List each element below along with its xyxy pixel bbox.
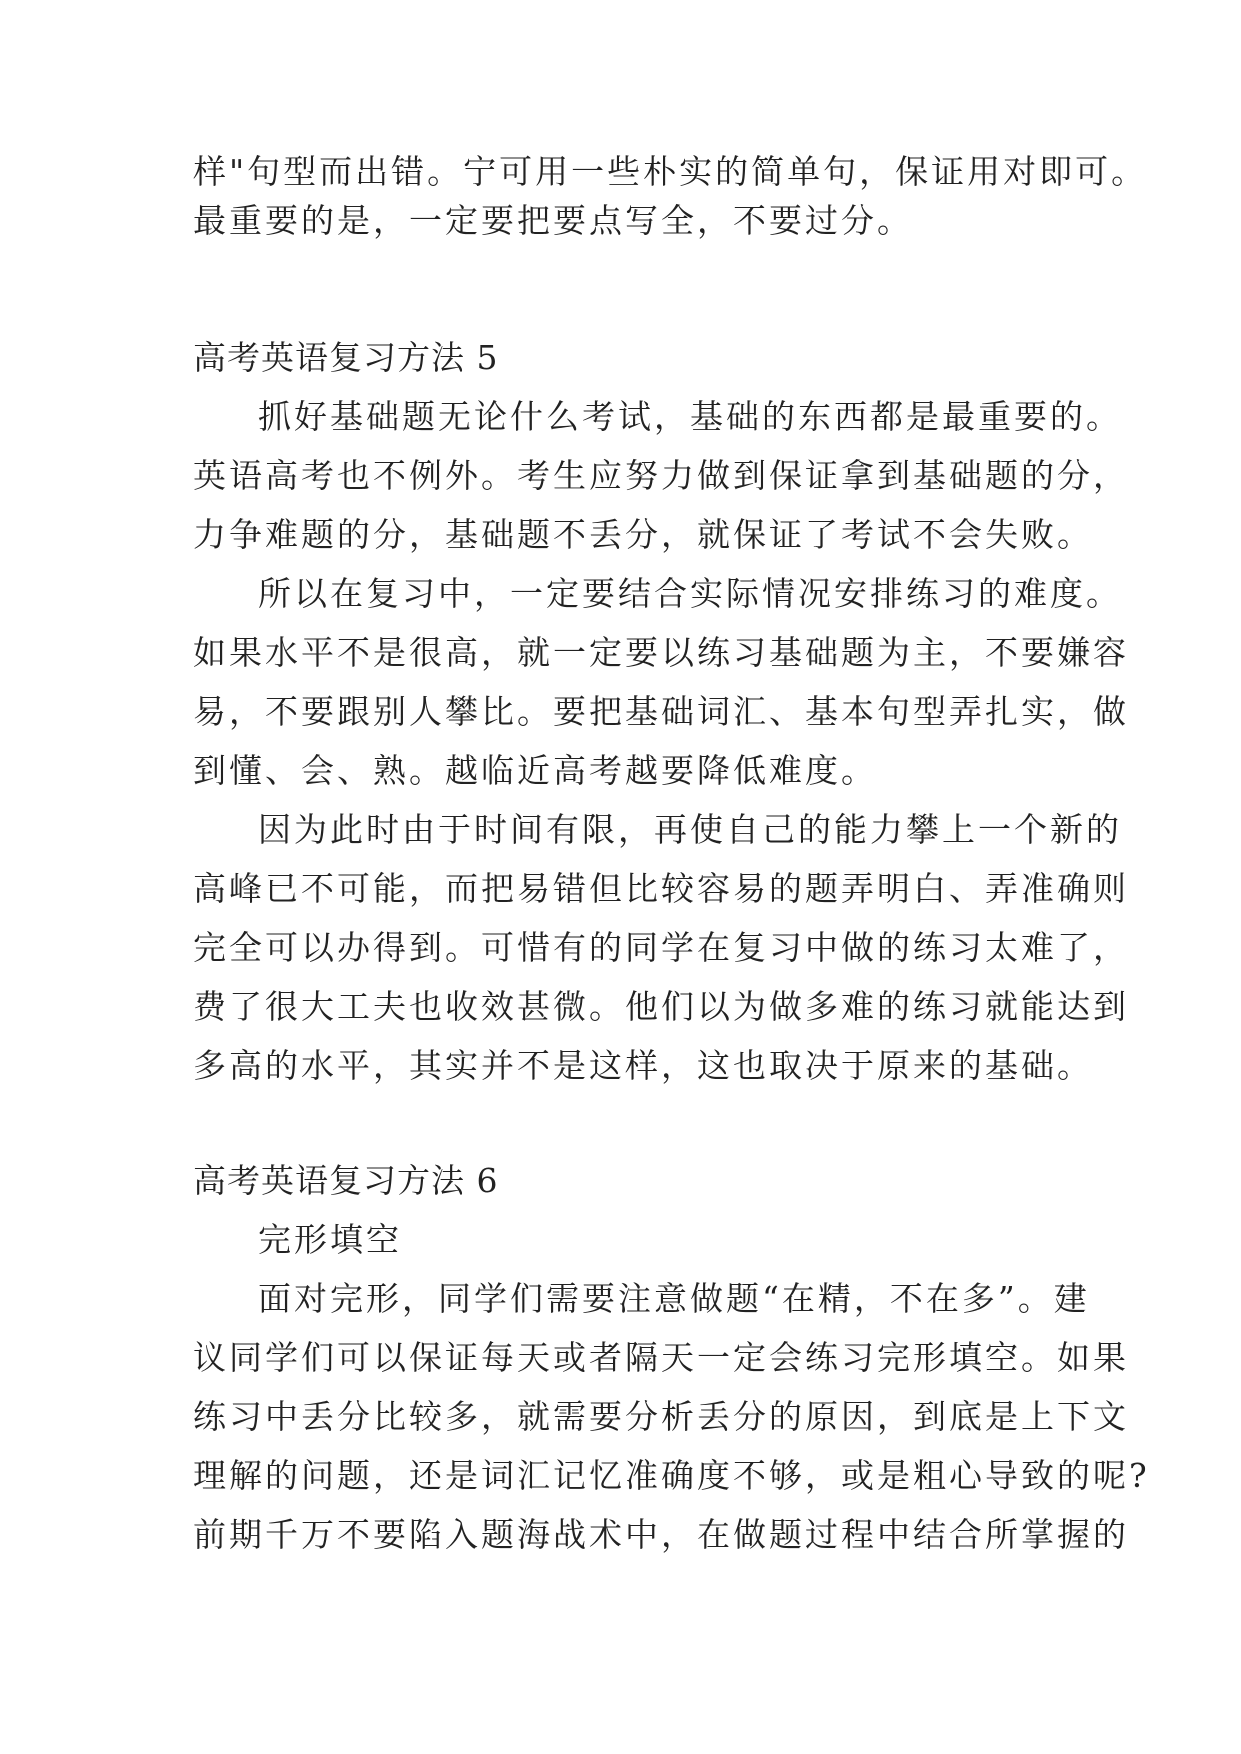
paragraph-line: 最重要的是，一定要把要点写全，不要过分。 [193,201,913,240]
paragraph-line: 多高的水平，其实并不是这样，这也取决于原来的基础。 [193,1046,1093,1085]
paragraph-line: 面对完形，同学们需要注意做题“在精，不在多”。建 [258,1279,1090,1318]
paragraph-line: 抓好基础题无论什么考试，基础的东西都是最重要的。 [258,397,1122,436]
section-heading: 高考英语复习方法 5 [193,338,499,377]
paragraph-line: 所以在复习中，一定要结合实际情况安排练习的难度。 [258,574,1122,613]
paragraph-line: 前期千万不要陷入题海战术中，在做题过程中结合所掌握的 [193,1515,1129,1554]
paragraph-line: 高峰已不可能，而把易错但比较容易的题弄明白、弄准确则 [193,869,1129,908]
paragraph-line: 样"句型而出错。宁可用一些朴实的简单句，保证用对即可。 [193,152,1148,191]
paragraph-line: 英语高考也不例外。考生应努力做到保证拿到基础题的分， [193,456,1129,495]
paragraph-line: 易，不要跟别人攀比。要把基础词汇、基本句型弄扎实，做 [193,692,1129,731]
paragraph-line: 到懂、会、熟。越临近高考越要降低难度。 [193,751,877,790]
paragraph-line: 费了很大工夫也收效甚微。他们以为做多难的练习就能达到 [193,987,1129,1026]
paragraph-line: 力争难题的分，基础题不丢分，就保证了考试不会失败。 [193,515,1093,554]
paragraph-line: 议同学们可以保证每天或者隔天一定会练习完形填空。如果 [193,1338,1129,1377]
paragraph-line: 练习中丢分比较多，就需要分析丢分的原因，到底是上下文 [193,1397,1129,1436]
section-heading: 高考英语复习方法 6 [193,1161,499,1200]
paragraph-line: 理解的问题，还是词汇记忆准确度不够，或是粗心导致的呢? [193,1456,1150,1495]
subheading: 完形填空 [258,1220,402,1259]
paragraph-line: 完全可以办得到。可惜有的同学在复习中做的练习太难了， [193,928,1129,967]
paragraph-line: 如果水平不是很高，就一定要以练习基础题为主，不要嫌容 [193,633,1129,672]
paragraph-line: 因为此时由于时间有限，再使自己的能力攀上一个新的 [258,810,1122,849]
